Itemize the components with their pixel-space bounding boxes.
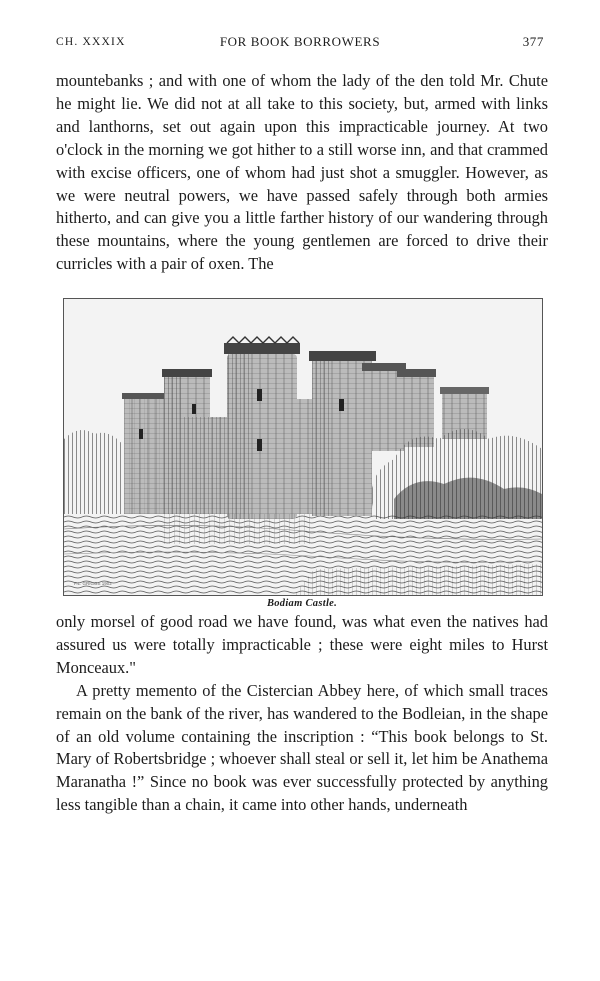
paragraph: mountebanks ; and with one of whom the lady of the den told Mr. Chute he might lie. We did not at all take to this society, but, armed with links and lanthorns, set out again upon this impracticable journey. At two o'clock in the morning we got hither to a still worse inn, and that crammed with excise officers, one of whom had just shot a smuggler. However, as we were neutral powers, we have passed safely through both armies hitherto, and can give you a little farther history of our wandering through these mountains, where the young gentlemen are forced to drive their curricles with a pair of oxen. The (56, 71, 548, 274)
paragraph: A pretty memento of the Cistercian Abbey here, of which small traces remain on the bank of the river, has wandered to the Bodleian, in the shape of an old volume containing the inscription : “This book belongs to St. Mary of Robertsbridge ; whoever shall steal or sell it, let him be Anathema Maranatha !” Since no book was ever successfully protected by anything less tangible than a chain, it came into other hands, underneath (56, 680, 548, 815)
body-text-bottom (56, 611, 548, 817)
body-text-top (56, 70, 548, 276)
artist-signature: F.L. GRIGGS 1902 (74, 581, 112, 586)
paragraph: only morsel of good road we have found, was what even the natives had assured us were totally impracticable ; these were eight miles to Hurst Monceaux." (56, 612, 548, 677)
running-title: FOR BOOK BORROWERS (219, 34, 381, 49)
page-number: 377 (522, 34, 544, 49)
chapter-label: CH. XXXIX (56, 36, 126, 48)
illustration-bodiam-castle (63, 298, 543, 596)
running-header (56, 34, 544, 54)
castle-engraving (64, 299, 542, 595)
figure-caption: Bodiam Castle. (266, 598, 338, 609)
